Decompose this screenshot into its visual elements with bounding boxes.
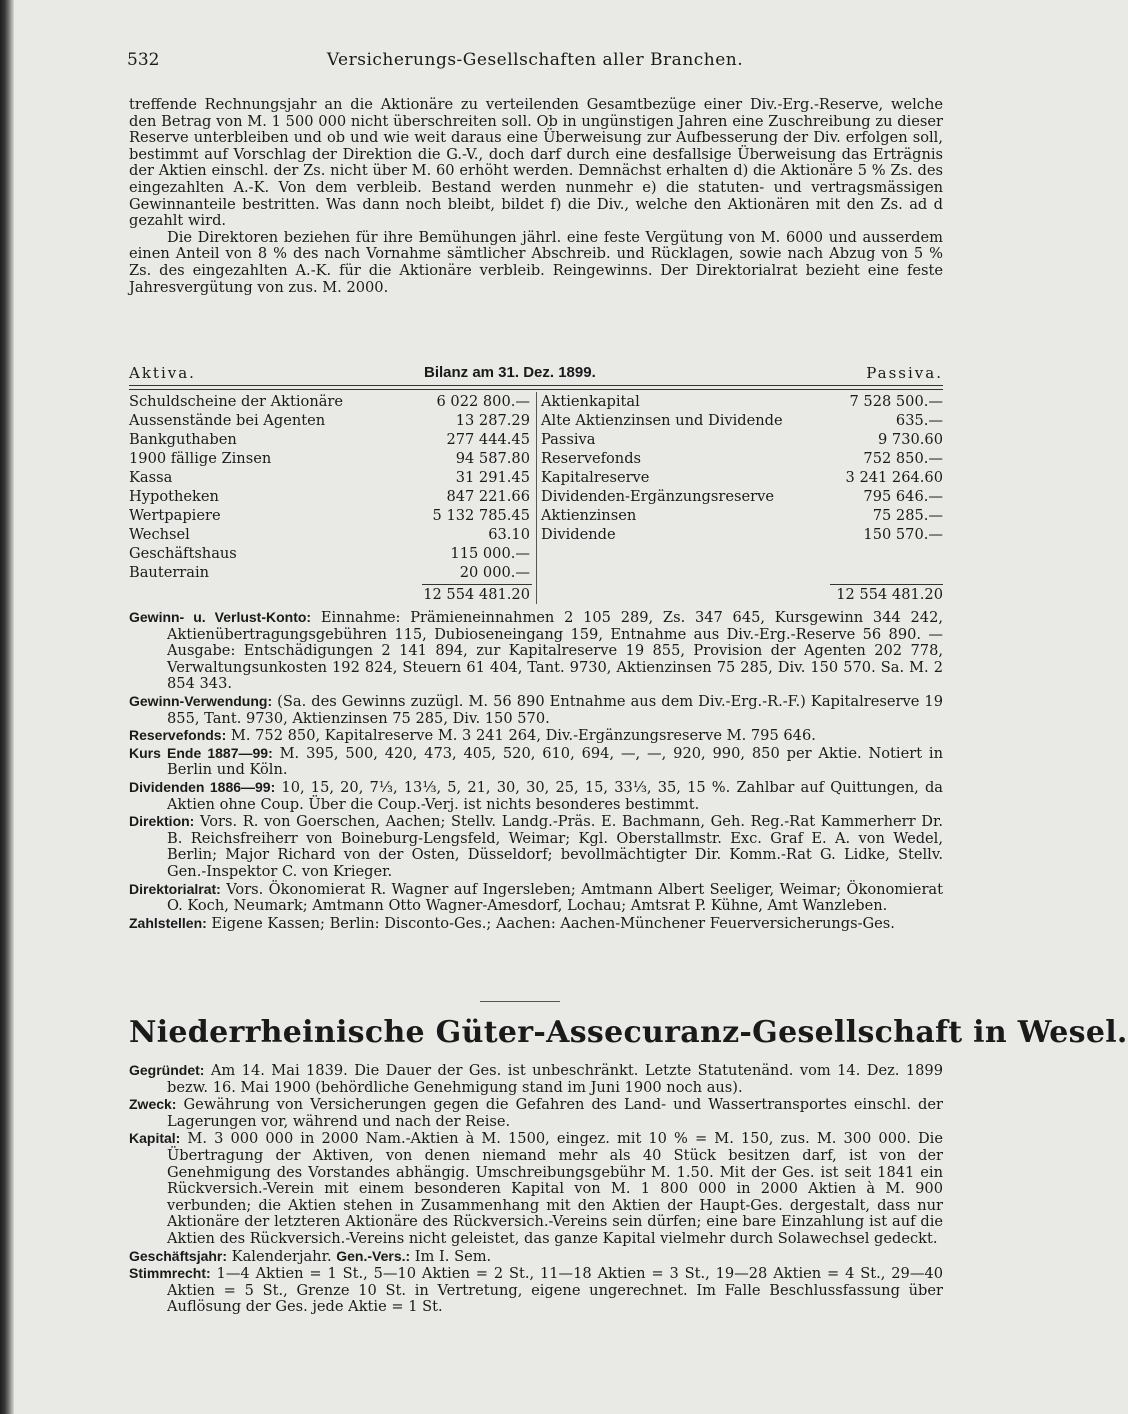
passiva-row [541,412,943,430]
entry-text: M. 752 850, Kapitalreserve M. 3 241 264, Div.-Ergänzungsreserve M. 795 646. [226,727,816,745]
section-separator [480,1001,560,1002]
aktiva-label: Bauterrain [129,564,210,581]
passiva-value: 75 285.— [872,507,943,524]
passiva-label: Aktienkapital [541,393,640,410]
intro-paragraph-2: Die Direktoren beziehen für ihre Bemühungen jährl. eine feste Vergütung von M. 6000 und ausserdem einen Anteil von 8 % des nach Vornahme sämtlicher Abschreib. und Rücklagen, sowie nach Abzug von 5 % Zs. des eingezahlten A.-K. für die Aktionäre verbleib. Reingewinns. Der Direktorialrat bezieht eine feste Jahresvergütung von zus. M. 2000. [129,228,943,296]
aktiva-label: Aussenstände bei Agenten [129,412,326,429]
entry-key: Dividenden 1886—99: [129,778,276,795]
aktiva-row [129,564,530,582]
entry-key: Direktion: [129,813,195,830]
entry-text: Vors. Ökonomierat R. Wagner auf Ingersleben; Amtmann Albert Seeliger, Weimar; Ökonomierat O. Koch, Neumark; Amtmann Otto Wagner-Amesdorf, Lochau; Amtsrat P. Kühne, Amt Wanzleben. [167,880,943,915]
entry-key: Gegründet: [129,1062,205,1078]
company-heading: Niederrheinische Güter-Assecuranz-Gesellschaft in Wesel. [129,1015,1128,1050]
aktiva-value: 115 000.— [450,545,530,562]
passiva-value: 150 570.— [863,526,943,543]
passiva-total-row [780,586,943,604]
passiva-label: Kapitalreserve [541,469,650,486]
running-title: Versicherungs-Gesellschaften aller Branchen. [326,50,744,70]
entry-text: Kalenderjahr. [227,1247,337,1265]
entry-key: Direktorialrat: [129,880,221,897]
passiva-label: Passiva. [866,364,943,382]
aktiva-value: 6 022 800.— [436,393,530,410]
intro-paragraph-1: treffende Rechnungsjahr an die Aktionäre zu verteilenden Gesamtbezüge einer Div.-Erg.-Reserve, welche den Betrag von M. 1 500 000 nicht überschreiten soll. Ob in ungünstigen Jahren eine Zuschreibung zu dieser Reserve unterbleiben und ob und wie weit daraus eine Überweisung zur Aufbesserung der Div. erfolgen soll, bestimmt auf Vorschlag der Direktion die G.-V., doch darf durch eine desfallsige Überweisung das Erträgnis der Aktien einschl. der Zs. nicht über M. 60 erhöht werden. Demnächst erhalten d) die Aktionäre 5 % Zs. des eingezahlten A.-K. Von dem verbleib. Bestand werden nunmehr e) die statuten- und vertragsmässigen Gewinnanteile bestritten. Was dann noch bleibt, bildet f) die Div., welche den Aktionären mit den Zs. ad d gezahlt wird. [129,96,943,230]
passiva-value: 752 850.— [863,450,943,467]
entry-key: Stimmrecht: [129,1265,211,1282]
aktiva-row [129,431,530,449]
entry-paragraph [129,1096,943,1130]
passiva-label: Alte Aktienzinsen und Dividende [541,412,783,429]
passiva-label: Passiva [541,431,596,448]
passiva-row [541,507,943,525]
aktiva-label: Hypotheken [129,488,219,505]
entry-paragraph [129,1062,943,1096]
aktiva-value: 13 287.29 [455,412,530,429]
balance-divider [536,392,537,604]
passiva-row [541,469,943,487]
aktiva-label: Geschäftshaus [129,545,237,562]
passiva-value: 635.— [895,412,943,429]
company-details-2 [129,1062,943,1316]
entry-paragraph [129,813,943,880]
aktiva-row [129,545,530,563]
aktiva-value: 5 132 785.45 [432,507,530,524]
aktiva-label: Aktiva. [129,364,196,382]
entry-paragraph [129,1248,943,1266]
balance-heading [129,364,943,384]
entry-paragraph [129,693,943,727]
entry-key: Gewinn- u. Verlust-Konto: [129,609,312,625]
entry-paragraph [129,727,943,745]
intro-text [129,97,943,296]
aktiva-row [129,507,530,525]
entry-paragraph [129,1265,943,1316]
entry-text: 10, 15, 20, 7⅓, 13⅓, 5, 21, 30, 30, 25, 15, 33⅓, 35, 15 %. Zahlbar auf Quittungen, da Aktien ohne Coup. Über die Coup.-Verj. ist nichts besonderes bestimmt. [167,778,943,813]
page-number: 532 [127,50,160,70]
passiva-label: Dividenden-Ergänzungsreserve [541,488,774,505]
entry-key: Kapital: [129,1130,181,1147]
company-details-1 [129,609,943,932]
aktiva-total: 12 554 481.20 [423,586,530,603]
passiva-row [541,393,943,411]
entry-text: Im I. Sem. [410,1247,492,1265]
aktiva-row [129,450,530,468]
passiva-label: Aktienzinsen [541,507,637,524]
entry-text: Eigene Kassen; Berlin: Disconto-Ges.; Aachen: Aachen-Münchener Feuerversicherungs-Ges. [206,914,895,932]
entry-key: Gewinn-Verwendung: [129,692,273,709]
passiva-label: Reservefonds [541,450,642,467]
entry-text: Einnahme: Prämieneinnahmen 2 105 289, Zs. 347 645, Kursgewinn 344 242, Aktienübertragungsgebühren 115, Dubioseneingang 159, Entnahme aus Div.-Erg.-Reserve 56 890. — Ausgabe: Entschädigungen 2 141 894, zur Kapitalreserve 19 855, Provision der Agenten 202 778, Verwaltungsunkosten 192 824, Steuern 61 404, Tant. 9730, Aktienzinsen 75 285, Div. 150 570. Sa. M. 2 854 343. [167,609,944,693]
entry-paragraph [129,915,943,933]
entry-paragraph [129,609,943,693]
aktiva-label: 1900 fällige Zinsen [129,450,272,467]
passiva-row [541,450,943,468]
aktiva-total-row [380,586,530,604]
balance-top-rule-2 [129,389,943,390]
entry-text: (Sa. des Gewinns zuzügl. M. 56 890 Entnahme aus dem Div.-Erg.-R.-F.) Kapitalreserve 19 855, Tant. 9730, Aktienzinsen 75 285, Div. 150 570. [167,692,943,727]
passiva-row [541,526,943,544]
aktiva-value: 63.10 [488,526,530,543]
entry-key: Geschäftsjahr: [129,1247,228,1264]
aktiva-value: 277 444.45 [446,431,530,448]
entry-text: Vors. R. von Goerschen, Aachen; Stellv. Landg.-Präs. E. Bachmann, Geh. Reg.-Rat Kammerherr Dr. B. Reichsfreiherr von Boineburg-Lengsfeld, Weimar; Kgl. Oberstallmstr. Exc. Graf E. A. von Wedel, Berlin; Major Richard von der Osten, Düsseldorf; bevollmächtigter Dir. Komm.-Rat G. Lidke, Stellv. Gen.-Inspektor C. von Krieger. [167,813,943,880]
entry-paragraph [129,1130,943,1247]
entry-key: Zahlstellen: [129,914,207,931]
aktiva-label: Wechsel [129,526,190,543]
aktiva-value: 847 221.66 [446,488,530,505]
entry-text: M. 3 000 000 in 2000 Nam.-Aktien à M. 1500, eingez. mit 10 % = M. 150, zus. M. 300 000. Die Übertragung der Aktiven, von denen niemand mehr als 40 Stück besitzen darf, ist von der Genehmigung des Vorstandes abhängig. Umschreibungsgebühr M. 1.50. Mit der Ges. ist seit 1841 ein Rückversich.-Verein mit einem besonderen Kapital von M. 1 800 000 in 2000 Aktien à M. 900 verbunden; die Aktien stehen in Zusammenhang mit den Aktien der Haupt-Ges. dergestalt, dass nur Aktionäre der letzteren Aktionäre des Rückversich.-Vereins sein dürfen; eine bare Einzahlung ist auf die Aktien des Rückversich.-Vereins nicht geleistet, das ganze Kapital vielmehr durch Solawechsel gedeckt. [167,1130,943,1247]
aktiva-row [129,526,530,544]
passiva-value: 9 730.60 [878,431,943,448]
passiva-value: 3 241 264.60 [845,469,943,486]
entry-text: M. 395, 500, 420, 473, 405, 520, 610, 694, —, —, 920, 990, 850 per Aktie. Notiert in Berlin und Köln. [167,744,943,779]
aktiva-value: 20 000.— [459,564,530,581]
aktiva-label: Kassa [129,469,173,486]
passiva-row [541,431,943,449]
entry-paragraph [129,745,943,779]
aktiva-row [129,469,530,487]
aktiva-sum-rule [422,584,532,585]
aktiva-label: Bankguthaben [129,431,237,448]
entry-paragraph [129,881,943,915]
balance-top-rule [129,385,943,386]
passiva-row [541,488,943,506]
entry-paragraph [129,779,943,813]
passiva-label: Dividende [541,526,616,543]
passiva-value: 7 528 500.— [849,393,943,410]
entry-key: Reservefonds: [129,727,227,744]
balance-title: Bilanz am 31. Dez. 1899. [424,364,596,381]
aktiva-value: 31 291.45 [455,469,530,486]
entry-text: Gewährung von Versicherungen gegen die Gefahren des Land- und Wassertransportes einschl. der Lagerungen vor, während und nach der Reise. [167,1096,943,1130]
page-header [127,50,943,76]
aktiva-row [129,488,530,506]
aktiva-row [129,412,530,430]
entry-text: Am 14. Mai 1839. Die Dauer der Ges. ist unbeschränkt. Letzte Statutenänd. vom 14. Dez. 1899 bezw. 16. Mai 1900 (behördliche Genehmigung stand im Juni 1900 noch aus). [167,1062,943,1096]
entry-text: 1—4 Aktien = 1 St., 5—10 Aktien = 2 St., 11—18 Aktien = 3 St., 19—28 Aktien = 4 St., 29—40 Aktien = 5 St., Grenze 10 St. in Vertretung, eigene ungerechnet. Im Falle Beschlussfassung über Auflösung der Ges. jede Aktie = 1 St. [167,1265,943,1316]
aktiva-label: Wertpapiere [129,507,221,524]
passiva-sum-rule [830,584,943,585]
aktiva-label: Schuldscheine der Aktionäre [129,393,344,410]
entry-key: Kurs Ende 1887—99: [129,744,273,761]
aktiva-row [129,393,530,411]
passiva-total: 12 554 481.20 [836,586,943,603]
entry-key: Gen.-Vers.: [336,1247,411,1264]
entry-key: Zweck: [129,1096,177,1113]
aktiva-value: 94 587.80 [455,450,530,467]
passiva-value: 795 646.— [863,488,943,505]
